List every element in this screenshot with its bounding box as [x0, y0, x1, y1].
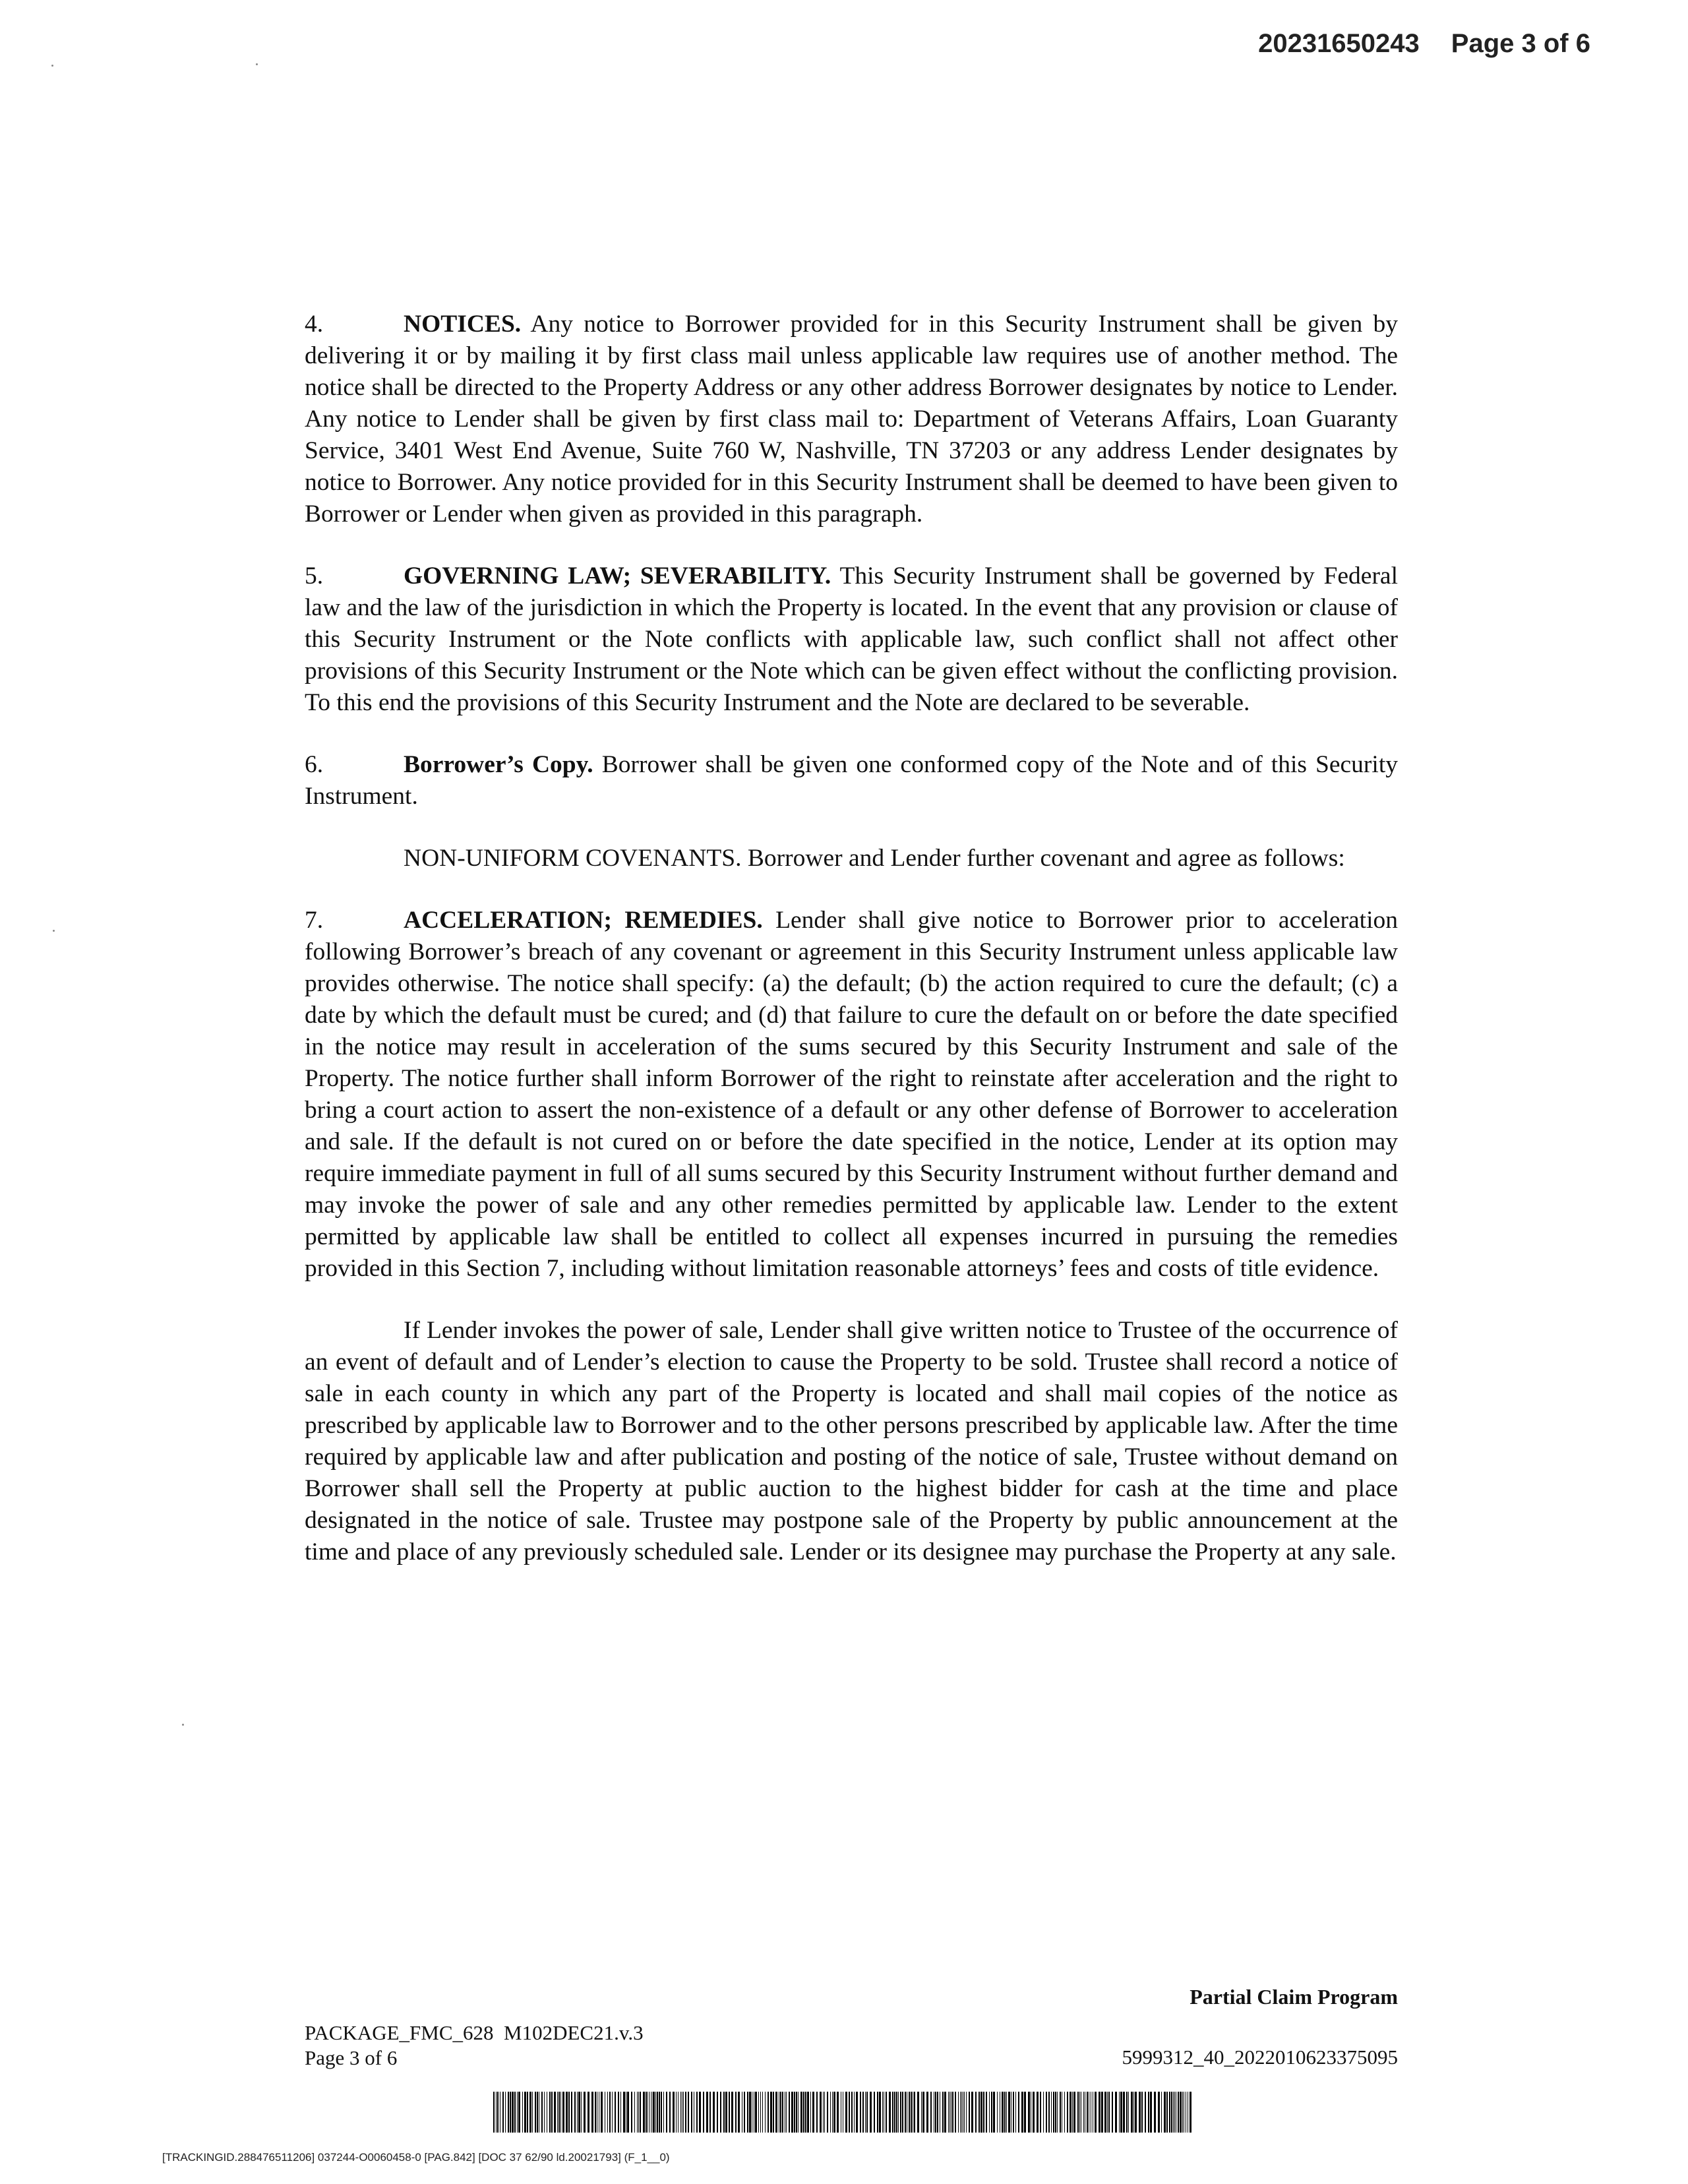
barcode-bar — [983, 2092, 984, 2133]
barcode-bar — [615, 2092, 616, 2133]
non-uniform-covenants: NON-UNIFORM COVENANTS. Borrower and Lender further covenant and agree as follows: — [404, 845, 1345, 872]
barcode-bar — [775, 2092, 777, 2133]
barcode-bar — [892, 2092, 893, 2133]
barcode-bar — [866, 2092, 868, 2133]
barcode-bar — [685, 2092, 686, 2133]
barcode-bar — [649, 2092, 650, 2133]
barcode-bar — [1006, 2092, 1007, 2133]
barcode-bar — [937, 2092, 938, 2133]
barcode-bar — [558, 2092, 560, 2133]
barcode-bar — [510, 2092, 511, 2133]
barcode-bar — [969, 2092, 970, 2133]
barcode-bar — [770, 2092, 772, 2133]
barcode-bar — [856, 2092, 858, 2133]
barcode-bar — [502, 2092, 504, 2133]
barcode-bar — [786, 2092, 787, 2133]
barcode-bar — [537, 2092, 538, 2133]
section-number: 4. — [305, 311, 324, 338]
barcode-bar — [917, 2092, 919, 2133]
footer-left — [305, 2020, 644, 2071]
barcode-bar — [1013, 2092, 1014, 2133]
barcode-bar — [1182, 2092, 1183, 2133]
document-body — [305, 309, 1398, 1598]
barcode-bar — [1139, 2092, 1141, 2133]
barcode-bar — [1051, 2092, 1052, 2133]
barcode-bar — [854, 2092, 855, 2133]
barcode-bar — [851, 2092, 853, 2133]
barcode-bar — [731, 2092, 733, 2133]
barcode-bar — [720, 2092, 721, 2133]
barcode-bar — [921, 2092, 922, 2133]
barcode-bar — [971, 2092, 973, 2133]
barcode-bar — [794, 2092, 795, 2133]
section-number: 5. — [305, 562, 324, 590]
barcode-bar — [618, 2092, 619, 2133]
barcode-bar — [796, 2092, 797, 2133]
barcode-bar — [805, 2092, 806, 2133]
barcode-bar — [1104, 2092, 1106, 2133]
barcode-bar — [1190, 2092, 1191, 2133]
barcode-bar — [554, 2092, 556, 2133]
barcode-bar — [607, 2092, 608, 2133]
barcode-bar — [518, 2092, 520, 2133]
barcode-bar — [653, 2092, 655, 2133]
barcode-bar — [830, 2092, 831, 2133]
barcode-bar — [1123, 2092, 1125, 2133]
barcode-bar — [944, 2092, 946, 2133]
barcode-bar — [505, 2092, 506, 2133]
barcode-bar — [966, 2092, 967, 2133]
barcode-bar — [738, 2092, 740, 2133]
barcode-bar — [823, 2092, 824, 2133]
barcode-bar — [1150, 2092, 1152, 2133]
section-number: 6. — [305, 751, 324, 778]
section-text: This Security Instrument shall be governed by Federal law and the law of the jurisdiction in which the Property is located. In the event that any provision or clause of this Security Instrument or the Note conflicts with applicable law, such conflict shall not affect other provisions of this Security Instrument or the Note which can be given effect without the conflicting provision. To this end the provisions of this Security Instrument and the Note are declared to be severable. — [305, 562, 1398, 716]
barcode-bar — [791, 2092, 793, 2133]
tracking-line: [TRACKINGID.288476511206] 037244-O0060458-0 [PAG.842] [DOC 37 62/90 ld.20021793] (F_1__0) — [162, 2151, 670, 2164]
barcode-bar — [524, 2092, 526, 2133]
barcode-bar — [1008, 2092, 1010, 2133]
barcode-bar — [989, 2092, 990, 2133]
section-text: Lender shall give notice to Borrower prior to acceleration following Borrower’s breach of any covenant or agreement in this Security Instrument unless applicable law provides otherwise. The notice shall specify: (a) the default; (b) the action required to cure the default; (c) a date by which the default must be cured; and (d) that failure to cure the default on or before the date specified in the notice may result in acceleration of the sums secured by this Security Instrument and sale of the Property. The notice further shall inform Borrower of the right to reinstate after acceleration and the right to bring a court action to assert the non-existence of a default or any other defense of Borrower to acceleration and sale. If the default is not cured on or before the date specified in the notice, Lender at its option may require immediate payment in full of all sums secured by this Security Instrument without further demand and may invoke the power of sale and any other remedies permitted by applicable law. Lender to the extent permitted by applicable law shall be entitled to collect all expenses incurred in pursuing the remedies provided in this Section 7, including without limitation reasonable attorneys’ fees and costs of title evidence. — [305, 907, 1399, 1282]
barcode-bar — [1120, 2092, 1122, 2133]
barcode-bar — [896, 2092, 897, 2133]
barcode-bar — [637, 2092, 638, 2133]
barcode-bar — [758, 2092, 759, 2133]
barcode-bar — [566, 2092, 568, 2133]
barcode-bar — [849, 2092, 850, 2133]
barcode-bar — [669, 2092, 671, 2133]
scan-speck — [53, 930, 55, 932]
scan-speck — [256, 63, 258, 65]
barcode-bar — [902, 2092, 903, 2133]
barcode-bar — [952, 2092, 953, 2133]
barcode-bar — [870, 2092, 872, 2133]
barcode-bar — [860, 2092, 861, 2133]
barcode-bar — [807, 2092, 809, 2133]
barcode-bar — [1070, 2092, 1071, 2133]
barcode-bar — [1087, 2092, 1088, 2133]
barcode-bar — [1145, 2092, 1146, 2133]
barcode-bar — [612, 2092, 613, 2133]
barcode-bar — [1072, 2092, 1073, 2133]
barcode — [493, 2092, 1193, 2133]
barcode-bar — [703, 2092, 704, 2133]
scan-speck — [182, 1724, 184, 1726]
section-heading: Borrower’s Copy. — [404, 751, 593, 778]
package-id: PACKAGE_FMC_628 M102DEC21.v.3 — [305, 2021, 644, 2044]
barcode-bar — [1053, 2092, 1054, 2133]
barcode-bar — [1043, 2092, 1044, 2133]
barcode-bar — [496, 2092, 497, 2133]
barcode-bar — [680, 2092, 681, 2133]
barcode-bar — [591, 2092, 593, 2133]
barcode-bar — [706, 2092, 708, 2133]
barcode-bar — [1037, 2092, 1039, 2133]
barcode-bar — [577, 2092, 578, 2133]
barcode-bar — [1048, 2092, 1050, 2133]
barcode-bar — [549, 2092, 551, 2133]
barcode-bar — [747, 2092, 748, 2133]
barcode-bar — [798, 2092, 799, 2133]
barcode-bar — [1171, 2092, 1172, 2133]
barcode-bar — [879, 2092, 881, 2133]
barcode-bar — [627, 2092, 629, 2133]
barcode-bar — [816, 2092, 818, 2133]
barcode-bar — [1077, 2092, 1079, 2133]
barcode-bar — [1128, 2092, 1129, 2133]
barcode-bar — [991, 2092, 992, 2133]
barcode-bar — [723, 2092, 725, 2133]
section-borrowers-copy — [305, 749, 1398, 812]
barcode-bar — [1099, 2092, 1100, 2133]
barcode-bar — [1033, 2092, 1035, 2133]
barcode-bar — [922, 2092, 924, 2133]
barcode-bar — [557, 2092, 558, 2133]
barcode-bar — [568, 2092, 570, 2133]
barcode-bar — [659, 2092, 660, 2133]
barcode-bar — [960, 2092, 961, 2133]
barcode-bar — [560, 2092, 561, 2133]
barcode-bar — [1112, 2092, 1113, 2133]
loan-identifier: 5999312_40_2022010623375095 — [1122, 2046, 1398, 2069]
barcode-bar — [1079, 2092, 1080, 2133]
barcode-bar — [1083, 2092, 1084, 2133]
section-number: 7. — [305, 907, 324, 934]
barcode-bar — [512, 2092, 514, 2133]
barcode-bar — [1107, 2092, 1108, 2133]
document-number: 20231650243 — [1258, 29, 1420, 58]
barcode-bar — [780, 2092, 781, 2133]
barcode-bar — [1178, 2092, 1179, 2133]
barcode-bar — [1073, 2092, 1075, 2133]
barcode-bar — [905, 2092, 906, 2133]
barcode-bar — [898, 2092, 899, 2133]
barcode-bar — [683, 2092, 684, 2133]
barcode-bar — [1158, 2092, 1160, 2133]
barcode-bar — [661, 2092, 662, 2133]
barcode-bar — [845, 2092, 847, 2133]
barcode-bar — [1173, 2092, 1174, 2133]
barcode-bar — [508, 2092, 509, 2133]
barcode-bar — [588, 2092, 589, 2133]
barcode-bar — [584, 2092, 586, 2133]
barcode-bar — [744, 2092, 745, 2133]
barcode-bar — [1101, 2092, 1103, 2133]
barcode-bar — [812, 2092, 814, 2133]
barcode-bar — [676, 2092, 677, 2133]
barcode-bar — [889, 2092, 891, 2133]
section-heading: GOVERNING LAW; SEVERABILITY. — [404, 562, 831, 590]
barcode-bar — [980, 2092, 982, 2133]
barcode-bar — [655, 2092, 656, 2133]
barcode-bar — [578, 2092, 580, 2133]
barcode-bar — [1166, 2092, 1168, 2133]
barcode-bar — [1024, 2092, 1026, 2133]
barcode-bar — [1064, 2092, 1065, 2133]
barcode-bar — [993, 2092, 995, 2133]
barcode-bar — [541, 2092, 543, 2133]
barcode-bar — [1057, 2092, 1058, 2133]
barcode-bar — [900, 2092, 901, 2133]
barcode-bar — [760, 2092, 761, 2133]
barcode-bar — [1067, 2092, 1068, 2133]
barcode-bar — [1131, 2092, 1133, 2133]
barcode-bar — [961, 2092, 962, 2133]
barcode-bar — [749, 2092, 751, 2133]
footer-page: Page 3 of 6 — [305, 2046, 398, 2069]
barcode-bar — [717, 2092, 718, 2133]
barcode-bar — [1119, 2092, 1120, 2133]
barcode-bar — [894, 2092, 895, 2133]
barcode-bar — [765, 2092, 766, 2133]
barcode-bar — [955, 2092, 956, 2133]
barcode-bar — [517, 2092, 518, 2133]
barcode-bar — [1164, 2092, 1166, 2133]
barcode-bar — [909, 2092, 910, 2133]
program-title: Partial Claim Program — [1190, 1985, 1398, 2009]
barcode-bar — [1055, 2092, 1056, 2133]
barcode-bar — [663, 2092, 664, 2133]
barcode-bar — [882, 2092, 883, 2133]
barcode-bar — [942, 2092, 944, 2133]
barcode-bar — [803, 2092, 804, 2133]
barcode-bar — [1148, 2092, 1149, 2133]
barcode-bar — [1002, 2092, 1004, 2133]
section-heading: NOTICES. — [404, 311, 522, 338]
barcode-bar — [911, 2092, 912, 2133]
barcode-bar — [800, 2092, 802, 2133]
barcode-bar — [651, 2092, 652, 2133]
barcode-bar — [638, 2092, 639, 2133]
barcode-bar — [1141, 2092, 1143, 2133]
barcode-bar — [773, 2092, 774, 2133]
barcode-bar — [666, 2092, 667, 2133]
barcode-bar — [762, 2092, 763, 2133]
barcode-bar — [1046, 2092, 1047, 2133]
barcode-bar — [623, 2092, 625, 2133]
section-governing-law — [305, 561, 1398, 719]
barcode-bar — [979, 2092, 980, 2133]
barcode-bar — [688, 2092, 689, 2133]
barcode-bar — [735, 2092, 737, 2133]
barcode-bar — [535, 2092, 536, 2133]
barcode-bar — [975, 2092, 977, 2133]
barcode-bar — [646, 2092, 647, 2133]
barcode-bar — [827, 2092, 828, 2133]
barcode-bar — [865, 2092, 866, 2133]
barcode-bar — [691, 2092, 692, 2133]
barcode-bar — [696, 2092, 698, 2133]
barcode-bar — [527, 2092, 528, 2133]
barcode-bar — [1021, 2092, 1023, 2133]
barcode-bar — [514, 2092, 516, 2133]
barcode-bar — [1040, 2092, 1041, 2133]
barcode-bar — [1169, 2092, 1170, 2133]
barcode-bar — [964, 2092, 965, 2133]
recording-stamp — [1258, 29, 1590, 59]
barcode-bar — [620, 2092, 621, 2133]
barcode-bar — [810, 2092, 811, 2133]
barcode-bar — [609, 2092, 611, 2133]
barcode-bar — [1004, 2092, 1006, 2133]
barcode-bar — [832, 2092, 833, 2133]
section-text: Any notice to Borrower provided for in this Security Instrument shall be given by delivering it or by mailing it by first class mail unless applicable law requires use of another method. The notice shall be directed to the Property Address or any other address Borrower designates by notice to Lender. Any notice to Lender shall be given by first class mail to: Department of Veterans Affairs, Loan Guaranty Service, 3401 West End Avenue, Suite 760 W, Nashville, TN 37203 or any address Lender designates by notice to Borrower. Any notice provided for in this Security Instrument shall be deemed to have been given to Borrower or Lender when given as provided in this paragraph. — [305, 311, 1398, 528]
section-text: Borrower shall be given one conformed copy of the Note and of this Security Instrument. — [305, 751, 1399, 810]
barcode-bar — [725, 2092, 727, 2133]
barcode-bar — [874, 2092, 875, 2133]
barcode-bar — [532, 2092, 533, 2133]
barcode-bar — [497, 2092, 498, 2133]
barcode-bar — [581, 2092, 582, 2133]
section-acceleration-remedies — [305, 905, 1398, 1285]
power-of-sale-paragraph: If Lender invokes the power of sale, Lender shall give written notice to Trustee of the occurrence of an event of default and of Lender’s election to cause the Property to be sold. Trustee shall record a notice of sale in each county in which any part of the Property is located and shall mail copies of the notice as prescribed by applicable law to Borrower and to the other persons prescribed by applicable law. After the time required by applicable law and after publication and posting of the notice of sale, Trustee without demand on Borrower shall sell the Property at public auction to the highest bidder for cash at the time and place designated in the notice of sale. Trustee may postpone sale of the Property by public announcement at the time and place of any previously scheduled sale. Lender or its designee may purchase the Property at any sale. — [305, 1317, 1398, 1565]
barcode-bar — [643, 2092, 645, 2133]
page-indicator: Page 3 of 6 — [1451, 29, 1590, 58]
barcode-bar — [768, 2092, 769, 2133]
barcode-bar — [782, 2092, 783, 2133]
barcode-bar — [914, 2092, 915, 2133]
barcode-bar — [493, 2092, 495, 2133]
barcode-bar — [926, 2092, 928, 2133]
barcode-bar — [1095, 2092, 1097, 2133]
barcode-bar — [886, 2092, 887, 2133]
section-heading: ACCELERATION; REMEDIES. — [404, 907, 763, 934]
barcode-bar — [1154, 2092, 1156, 2133]
barcode-bar — [824, 2092, 825, 2133]
barcode-bar — [1135, 2092, 1137, 2133]
barcode-bar — [640, 2092, 641, 2133]
barcode-bar — [544, 2092, 545, 2133]
barcode-bar — [574, 2092, 576, 2133]
barcode-bar — [833, 2092, 835, 2133]
barcode-bar — [562, 2092, 564, 2133]
barcode-bar — [1115, 2092, 1117, 2133]
barcode-bar — [1161, 2092, 1162, 2133]
barcode-bar — [837, 2092, 839, 2133]
barcode-bar — [631, 2092, 632, 2133]
barcode-bar — [709, 2092, 711, 2133]
barcode-bar — [713, 2092, 715, 2133]
barcode-bar — [571, 2092, 572, 2133]
barcode-bar — [986, 2092, 987, 2133]
barcode-bar — [997, 2092, 998, 2133]
barcode-bar — [1133, 2092, 1134, 2133]
barcode-bar — [1060, 2092, 1061, 2133]
barcode-bar — [1126, 2092, 1128, 2133]
barcode-bar — [877, 2092, 878, 2133]
barcode-bar — [755, 2092, 757, 2133]
barcode-bar — [1180, 2092, 1182, 2133]
barcode-bar — [729, 2092, 730, 2133]
barcode-bar — [522, 2092, 523, 2133]
barcode-bar — [1108, 2092, 1110, 2133]
barcode-bar — [935, 2092, 936, 2133]
barcode-bar — [1174, 2092, 1175, 2133]
barcode-bar — [699, 2092, 701, 2133]
barcode-bar — [948, 2092, 949, 2133]
barcode-bar — [820, 2092, 822, 2133]
barcode-bar — [958, 2092, 959, 2133]
barcode-bar — [601, 2092, 603, 2133]
barcode-bar — [657, 2092, 658, 2133]
barcode-bar — [789, 2092, 790, 2133]
barcode-bar — [595, 2092, 596, 2133]
barcode-bar — [930, 2092, 932, 2133]
section-notices — [305, 309, 1398, 530]
barcode-bar — [1015, 2092, 1016, 2133]
barcode-bar — [551, 2092, 553, 2133]
barcode-bar — [862, 2092, 864, 2133]
barcode-bar — [1018, 2092, 1019, 2133]
barcode-bar — [529, 2092, 531, 2133]
scan-speck — [51, 65, 53, 67]
barcode-bar — [634, 2092, 635, 2133]
barcode-bar — [1028, 2092, 1030, 2133]
barcode-bar — [673, 2092, 675, 2133]
